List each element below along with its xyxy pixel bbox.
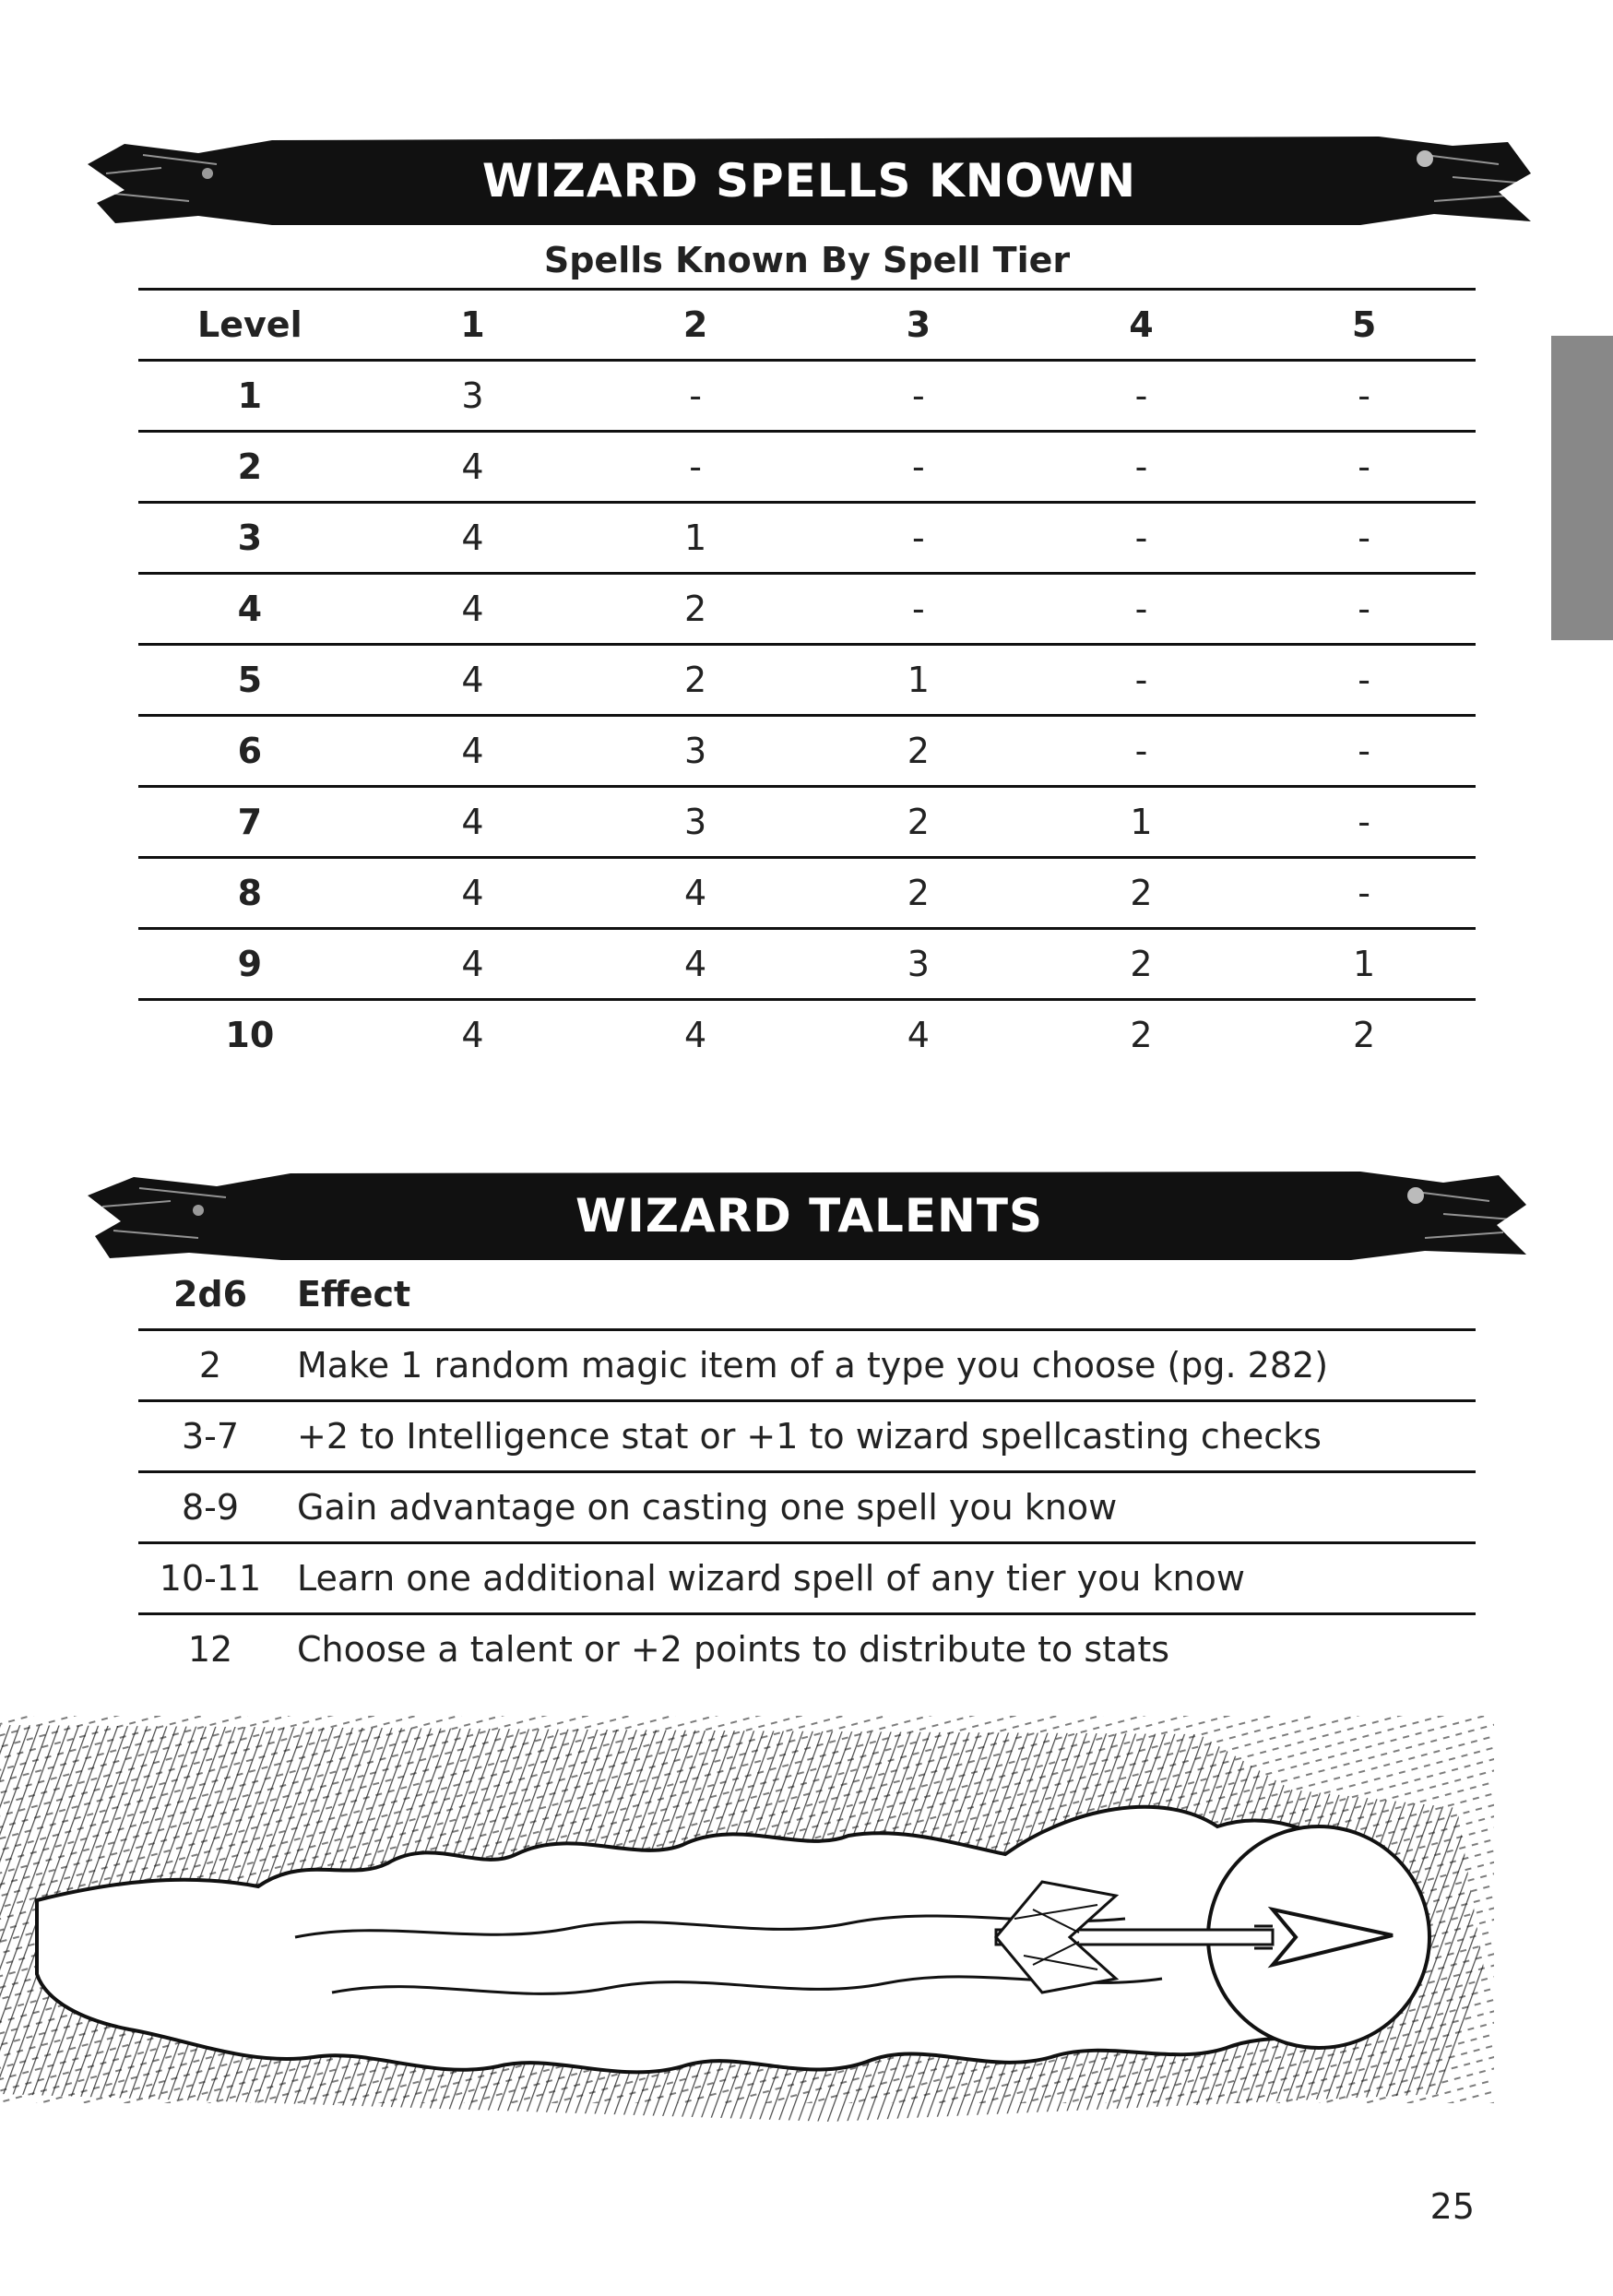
table-header-row (138, 290, 1476, 361)
effect-cell: Learn one additional wizard spell of any tier you know (297, 1558, 1245, 1599)
column-header-tier-1: 1 (460, 304, 485, 345)
level-cell: 5 (237, 660, 263, 700)
tier-cell: - (1358, 873, 1370, 913)
tier-cell: 4 (461, 944, 484, 984)
level-cell: 8 (237, 873, 263, 913)
spells-known-table (138, 288, 1476, 1069)
tier-cell: 4 (461, 802, 484, 842)
column-header-effect: Effect (297, 1274, 411, 1315)
column-header-level: Level (197, 304, 302, 345)
level-cell: 10 (225, 1015, 275, 1055)
talents-table (138, 1260, 1476, 1683)
column-header-tier-4: 4 (1129, 304, 1154, 345)
table-row (138, 1330, 1476, 1401)
roll-cell: 3-7 (181, 1416, 240, 1457)
tier-cell: 2 (1353, 1015, 1376, 1055)
tier-cell: 4 (461, 731, 484, 771)
tier-cell: - (1134, 589, 1148, 629)
roll-cell: 8-9 (181, 1487, 240, 1528)
tier-cell: 2 (907, 802, 930, 842)
tier-cell: - (911, 589, 925, 629)
level-cell: 3 (237, 517, 263, 558)
roll-cell: 10-11 (159, 1558, 262, 1599)
tier-cell: 4 (461, 589, 484, 629)
table-row (138, 858, 1476, 929)
effect-cell: +2 to Intelligence stat or +1 to wizard spellcasting checks (297, 1416, 1322, 1457)
level-cell: 7 (237, 802, 263, 842)
tier-cell: 2 (684, 589, 707, 629)
tier-cell: - (911, 517, 925, 558)
tier-cell: 1 (1130, 802, 1153, 842)
tier-cell: - (1358, 660, 1370, 700)
spells-known-banner (88, 137, 1531, 225)
column-header-tier-5: 5 (1351, 304, 1377, 345)
level-cell: 6 (237, 731, 263, 771)
table-row (138, 1000, 1476, 1070)
table-row (138, 1614, 1476, 1684)
tier-cell: 2 (1130, 873, 1153, 913)
table-row (138, 716, 1476, 787)
spells-known-subtitle: Spells Known By Spell Tier (543, 240, 1071, 280)
tier-cell: 4 (461, 446, 484, 487)
tier-cell: - (1134, 731, 1148, 771)
tier-cell: - (1134, 446, 1148, 487)
level-cell: 2 (237, 446, 263, 487)
level-cell: 1 (237, 375, 263, 416)
level-cell: 4 (237, 589, 263, 629)
table-row (138, 503, 1476, 574)
tier-cell: 3 (684, 802, 707, 842)
roll-cell: 2 (198, 1345, 222, 1386)
effect-cell: Make 1 random magic item of a type you choose (pg. 282) (297, 1345, 1329, 1386)
table-row (138, 361, 1476, 432)
tier-cell: 2 (907, 873, 930, 913)
tier-cell: 2 (684, 660, 707, 700)
talents-banner (88, 1172, 1531, 1260)
table-row (138, 929, 1476, 1000)
table-row (138, 645, 1476, 716)
tier-cell: - (1358, 375, 1370, 416)
tier-cell: 3 (684, 731, 707, 771)
tier-cell: 4 (907, 1015, 930, 1055)
effect-cell: Gain advantage on casting one spell you know (297, 1487, 1118, 1528)
page-number: 25 (1429, 2186, 1475, 2227)
table-row (138, 787, 1476, 858)
tier-cell: 2 (1130, 1015, 1153, 1055)
tier-cell: 4 (461, 1015, 484, 1055)
tier-cell: 1 (1353, 944, 1376, 984)
flaming-arrow-illustration (0, 1697, 1494, 2159)
tier-cell: - (1358, 589, 1370, 629)
column-header-tier-2: 2 (682, 304, 708, 345)
tier-cell: - (1134, 375, 1148, 416)
tier-cell: 3 (461, 375, 484, 416)
level-cell: 9 (237, 944, 263, 984)
effect-cell: Choose a talent or +2 points to distribute to stats (297, 1629, 1170, 1670)
tier-cell: 2 (907, 731, 930, 771)
tier-cell: 4 (684, 944, 707, 984)
tier-cell: 2 (1130, 944, 1153, 984)
tier-cell: 4 (684, 1015, 707, 1055)
table-row (138, 1401, 1476, 1472)
tier-cell: - (1358, 731, 1370, 771)
column-header-tier-3: 3 (906, 304, 931, 345)
tier-cell: 4 (684, 873, 707, 913)
tier-cell: - (689, 446, 702, 487)
tier-cell: - (1358, 802, 1370, 842)
table-header-row (138, 1260, 1476, 1330)
tier-cell: 4 (461, 660, 484, 700)
tier-cell: - (911, 446, 925, 487)
column-header-roll: 2d6 (172, 1274, 248, 1315)
spells-known-title: WIZARD SPELLS KNOWN (481, 154, 1137, 208)
table-row (138, 574, 1476, 645)
table-row (138, 1472, 1476, 1543)
tier-cell: 4 (461, 517, 484, 558)
tier-cell: - (689, 375, 702, 416)
tier-cell: 3 (907, 944, 930, 984)
table-row (138, 432, 1476, 503)
chapter-side-tab (1551, 336, 1613, 640)
tier-cell: 1 (907, 660, 930, 700)
table-row (138, 1543, 1476, 1614)
tier-cell: - (1134, 517, 1148, 558)
tier-cell: - (1134, 660, 1148, 700)
tier-cell: - (1358, 517, 1370, 558)
tier-cell: - (911, 375, 925, 416)
tier-cell: 1 (684, 517, 707, 558)
talents-title: WIZARD TALENTS (575, 1189, 1044, 1243)
roll-cell: 12 (187, 1629, 233, 1670)
tier-cell: 4 (461, 873, 484, 913)
tier-cell: - (1358, 446, 1370, 487)
